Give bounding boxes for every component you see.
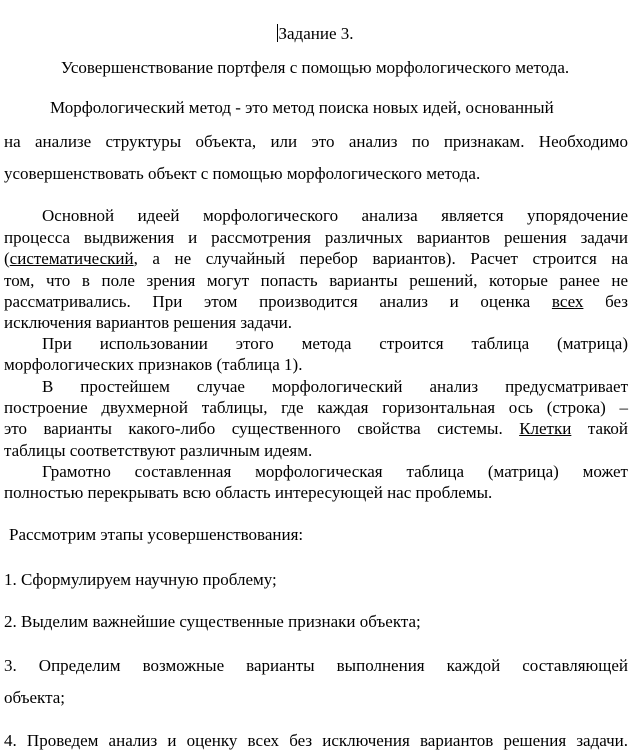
stages-intro: Рассмотрим этапы усовершенствования: [9, 525, 304, 544]
para3-line-4: таблицы соответствуют различным идеям. [4, 441, 313, 460]
step-3-line-1: 3. Определим возможные варианты выполнения каждой составляющей [4, 656, 628, 675]
para1-line-4: том, что в поле зрения могут попасть варианты решений, которые ранее не [4, 271, 628, 290]
para1-paren: ( [4, 249, 10, 268]
para1-line-3-rest: , а не случайный перебор вариантов). Расчет строится на [133, 249, 628, 268]
para1-line-2: процесса выдвижения и рассмотрения различных вариантов решения задачи [4, 228, 628, 247]
para1-line-6: исключения вариантов решения задачи. [4, 313, 292, 332]
para3-line-2: построение двухмерной таблицы, где каждая горизонтальная ось (строка) – [4, 398, 628, 417]
intro-line-2: на анализе структуры объекта, или это анализ по признакам. Необходимо [4, 132, 628, 151]
step-1: 1. Сформулируем научную проблему; [4, 570, 277, 589]
intro-line-1 [50, 98, 628, 118]
underlined-word-cells: Клетки [519, 419, 572, 438]
intro-term: Морфологический метод - [50, 98, 246, 117]
intro-definition: это метод поиска новых идей, основанный [245, 98, 554, 117]
para3-line-1: В простейшем случае морфологический анализ предусматривает [42, 377, 628, 396]
para4-line-1: Грамотно составленная морфологическая таблица (матрица) может [42, 462, 628, 481]
step-2: 2. Выделим важнейшие существенные признаки объекта; [4, 612, 421, 631]
para1-line-5 [4, 292, 628, 312]
para1-line-1: Основной идеей морфологического анализа является упорядочение [42, 206, 628, 225]
underlined-word-systematic: систематический [9, 249, 134, 268]
step-3-line-2: объекта; [4, 688, 66, 707]
step-4: 4. Проведем анализ и оценку всех без исключения вариантов решения задачи. [4, 731, 628, 750]
underlined-word-all: всех [551, 292, 584, 311]
para2-line-2: морфологических признаков (таблица 1). [4, 355, 303, 374]
para1-line-5-end: без [583, 292, 628, 311]
para3-line-3-end: такой [571, 419, 628, 438]
para1-line-3 [4, 249, 628, 269]
para4-line-2: полностью перекрывать всю область интересующей нас проблемы. [4, 483, 493, 502]
text-cursor [277, 24, 278, 42]
task-title-text: Задание 3. [278, 24, 354, 43]
para1-line-5-start: рассматривались. При этом производится анализ и оценка [4, 292, 552, 311]
document-subtitle: Усовершенствование портфеля с помощью морфологического метода. [60, 58, 570, 77]
para3-line-3 [4, 419, 628, 439]
task-title [0, 24, 630, 44]
para2-line-1: При использовании этого метода строится таблица (матрица) [42, 334, 628, 353]
intro-line-3: усовершенствовать объект с помощью морфологического метода. [4, 164, 481, 183]
para3-line-3-start: это варианты какого-либо существенного свойства системы. [4, 419, 520, 438]
